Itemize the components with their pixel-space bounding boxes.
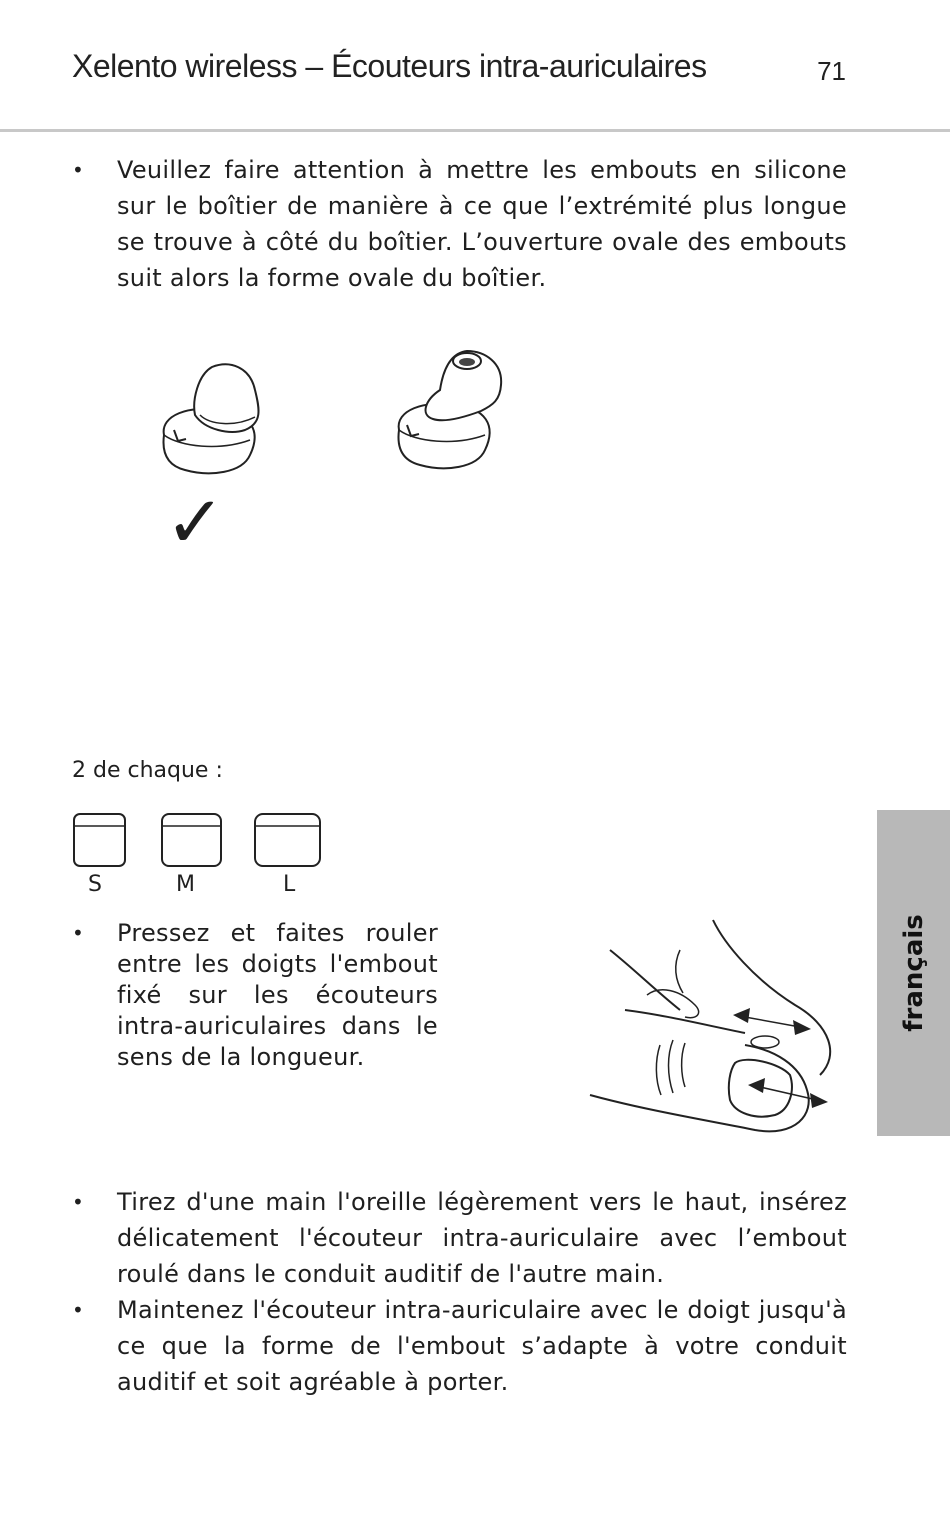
page-title: Xelento wireless – Écouteurs intra-auriculaires — [72, 48, 707, 84]
check-mark-icon: ✓ — [165, 480, 226, 564]
bullet-item — [72, 1292, 847, 1400]
bullet-item — [72, 918, 438, 1073]
fingers-rolling-eartip-illustration — [585, 915, 840, 1140]
bullet-item — [72, 152, 847, 296]
eartip-size-l-icon — [253, 812, 323, 870]
bullet-text: Pressez et faites rouler entre les doigts l'embout fixé sur les écouteurs intra-auriculaires dans le sens de la longueur. — [117, 919, 438, 1071]
earbud-correct-illustration — [150, 355, 275, 480]
page-number: 71 — [817, 56, 846, 86]
bullet-dot: • — [72, 158, 85, 182]
language-tab — [877, 810, 950, 1136]
bullet-dot: • — [72, 921, 85, 945]
bullet-dot: • — [72, 1190, 85, 1214]
header-divider — [0, 129, 950, 132]
bullet-dot: • — [72, 1298, 85, 1322]
sizes-caption: 2 de chaque : — [72, 758, 223, 783]
earbud-incorrect-illustration — [385, 345, 510, 475]
bullet-text: Tirez d'une main l'oreille légèrement vers le haut, insérez délicatement l'écouteur intra-auriculaire avec l’embout roulé dans le conduit auditif de l'autre main. — [117, 1188, 847, 1288]
language-tab-label: français — [898, 914, 929, 1032]
bullet-item — [72, 1184, 847, 1292]
size-label-l: L — [283, 872, 296, 897]
eartip-size-m-icon — [160, 812, 224, 870]
size-label-s: S — [88, 872, 102, 897]
bullet-text: Maintenez l'écouteur intra-auriculaire avec le doigt jusqu'à ce que la forme de l'embout s’adapte à votre conduit auditif et soit agréable à porter. — [117, 1296, 847, 1396]
size-label-m: M — [176, 872, 195, 897]
bullet-text: Veuillez faire attention à mettre les embouts en silicone sur le boîtier de manière à ce que l’extrémité plus longue se trouve à côté du boîtier. L’ouverture ovale des embouts suit alors la forme ovale du boîtier. — [117, 156, 847, 292]
eartip-size-s-icon — [72, 812, 128, 870]
